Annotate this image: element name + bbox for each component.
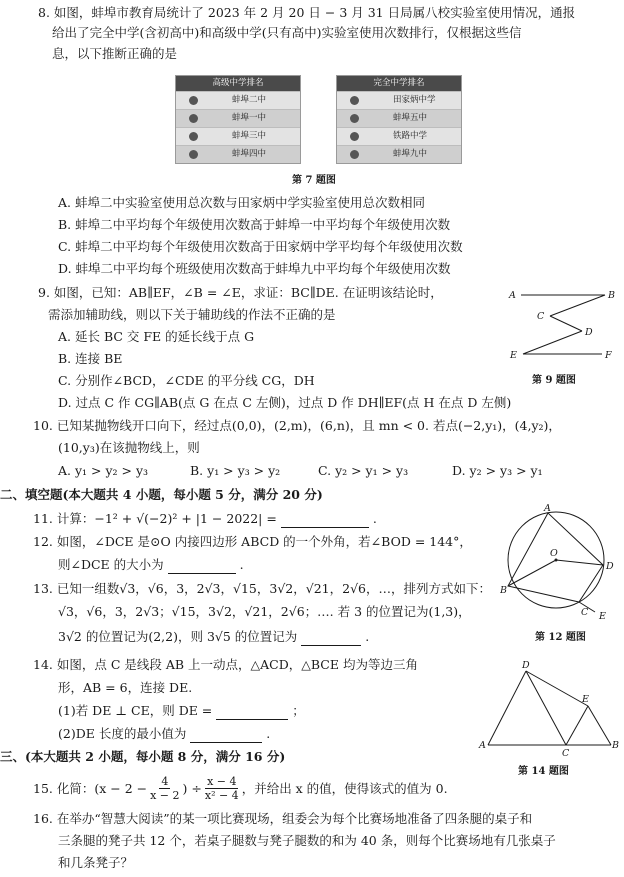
figure-9-caption: 第 9 题图 — [532, 375, 576, 386]
q13-question: 3√2 的位置记为(2,2)，则 3√5 的位置记为 — [58, 629, 298, 644]
q9-stem-line-2: 需添加辅助线，则以下关于辅助线的作法不正确的是 — [48, 307, 336, 322]
q11-line — [33, 510, 377, 528]
ranking-row — [176, 145, 300, 163]
ranking-row — [176, 109, 300, 127]
q9-option-a: A. 延长 BC 交 FE 的延长线于点 G — [58, 329, 255, 344]
label-b: B — [500, 585, 507, 596]
q13-line-1: 13. 已知一组数√3，√6，3，2√3，√15，3√2，√21，2√6，…，排列方式如下： — [33, 581, 491, 596]
fraction-numerator: x − 4 — [207, 774, 237, 788]
q10-stem-line-2: (10,y₃)在该抛物线上，则 — [58, 440, 200, 455]
q10-option-d: D. y₂ > y₃ > y₁ — [452, 463, 543, 478]
ranking-table-header: 完全中学排名 — [337, 76, 461, 91]
q15-line — [33, 768, 448, 808]
q14-part-1-punct: ； — [292, 703, 305, 718]
label-b: B — [612, 740, 619, 751]
school-name: 蚌埠二中 — [232, 95, 267, 105]
ranking-row — [337, 145, 461, 163]
school-name: 蚌埠四中 — [232, 149, 267, 159]
ranking-row — [176, 127, 300, 145]
rank-medal-icon — [189, 114, 198, 123]
label-c: C — [581, 607, 589, 618]
q15-prefix: 15. 化简：(x − 2 − — [33, 781, 148, 796]
q12-line-1: 12. 如图，∠DCE 是⊙O 内接四边形 ABCD 的一个外角，若∠BOD = 144°， — [33, 534, 472, 549]
q12-line-2 — [58, 556, 244, 574]
ranking-row — [337, 109, 461, 127]
q13-line-3 — [58, 628, 369, 646]
q13-period: . — [365, 629, 370, 644]
q14-part-2-question: (2)DE 长度的最小值为 — [58, 726, 187, 741]
fraction-numerator: 4 — [161, 774, 169, 788]
q8-option-c: C. 蚌埠二中平均每个年级使用次数高于田家炳中学平均每个年级使用次数 — [58, 239, 463, 254]
figure-12-caption: 第 12 题图 — [535, 632, 586, 643]
school-name: 蚌埠三中 — [232, 131, 267, 141]
q11-period: . — [372, 511, 377, 526]
label-e: E — [599, 611, 606, 620]
rank-medal-icon — [350, 150, 359, 159]
q13-line-2: √3，√6，3，2√3；√15，3√2，√21，2√6；…. 若 3 的位置记为(1,3)， — [58, 604, 471, 619]
q9-option-d: D. 过点 C 作 CG∥AB(点 G 在点 C 左侧)，过点 D 作 DH∥EF(点 H 在点 D 左侧) — [58, 395, 512, 410]
section-2-heading: 二、填空题(本大题共 4 小题，每小题 5 分，满分 20 分) — [0, 487, 323, 502]
rank-medal-icon — [189, 150, 198, 159]
q14-line-2: 形，AB = 6，连接 DE. — [58, 680, 193, 695]
figure-9 — [505, 282, 620, 382]
segment-ce — [566, 706, 588, 745]
q14-part-2-punct: . — [266, 726, 271, 741]
school-name: 田家炳中学 — [393, 95, 436, 105]
q12-answer-blank[interactable] — [168, 556, 236, 574]
q14-part-1-question: (1)若 DE ⊥ CE，则 DE = — [58, 703, 213, 718]
segment-bc — [550, 295, 605, 316]
q15-operator: ) ÷ — [182, 780, 202, 796]
ranking-table-complete — [336, 75, 462, 164]
label-c: C — [537, 311, 545, 322]
q8-stem-line-2: 给出了完全中学(含初高中)和高级中学(只有高中)实验室使用次数排行，仅根据这些信 — [52, 25, 522, 40]
q11-answer-blank[interactable] — [281, 510, 369, 528]
label-a: A — [544, 503, 551, 514]
ranking-table-header: 高级中学排名 — [176, 76, 300, 91]
ranking-row — [176, 91, 300, 109]
ranking-table-senior — [175, 75, 301, 164]
q14-part-2-blank[interactable] — [190, 725, 262, 743]
label-e: E — [510, 350, 517, 361]
q12-period: . — [239, 557, 244, 572]
q11-expression: 11. 计算：−1² + √(−2)² + |1 − 2022| = — [33, 511, 277, 526]
school-name: 蚌埠五中 — [393, 113, 428, 123]
label-c: C — [562, 748, 570, 759]
school-name: 蚌埠一中 — [232, 113, 267, 123]
section-3-heading: 三、(本大题共 2 小题，每小题 8 分，满分 16 分) — [0, 749, 286, 764]
q10-option-b: B. y₁ > y₃ > y₂ — [190, 463, 281, 478]
q10-stem-line-1: 10. 已知某抛物线开口向下，经过点(0,0)，(2,m)，(6,n)，且 mn < 0. 若点(−2,y₁)，(4,y₂)， — [33, 418, 561, 433]
segment-od — [556, 560, 603, 565]
q8-option-d: D. 蚌埠二中平均每个班级使用次数高于蚌埠九中平均每个年级使用次数 — [58, 261, 451, 276]
label-d: D — [606, 561, 614, 572]
fraction-denominator: x − 2 — [150, 788, 180, 802]
segment-eb — [588, 706, 611, 745]
q14-line-1: 14. 如图，点 C 是线段 AB 上一动点，△ACD，△BCE 均为等边三角 — [33, 657, 418, 672]
q8-stem-line-1: 8. 如图，蚌埠市教育局统计了 2023 年 2 月 20 日 − 3 月 31 日局属八校实验室使用情况，通报 — [38, 5, 576, 20]
q16-line-1: 16. 在举办“智慧大阅读”的某一项比赛现场，组委会为每个比赛场地准备了四条腿的桌子和 — [33, 811, 533, 826]
segment-ad — [488, 671, 526, 745]
q8-option-b: B. 蚌埠二中平均每个年级使用次数高于蚌埠一中平均每个年级使用次数 — [58, 217, 451, 232]
q12-question: 则∠DCE 的大小为 — [58, 557, 164, 572]
label-a: A — [509, 290, 516, 301]
fraction-denominator: x² − 4 — [204, 788, 239, 802]
rank-medal-icon — [189, 96, 198, 105]
q9-option-b: B. 连接 BE — [58, 351, 123, 366]
rank-medal-icon — [350, 114, 359, 123]
label-b: B — [608, 290, 615, 301]
q8-option-a: A. 蚌埠二中实验室使用总次数与田家炳中学实验室使用总次数相同 — [58, 195, 425, 210]
q10-option-a: A. y₁ > y₂ > y₃ — [58, 463, 149, 478]
label-a: A — [479, 740, 486, 751]
figure-12 — [500, 502, 624, 620]
label-d: D — [585, 327, 593, 338]
rank-medal-icon — [350, 132, 359, 141]
ranking-row — [337, 91, 461, 109]
rank-medal-icon — [189, 132, 198, 141]
figure-7-caption: 第 7 题图 — [292, 175, 336, 186]
q15-suffix: ，并给出 x 的值，使得该式的值为 0. — [241, 781, 448, 796]
figure-14-caption: 第 14 题图 — [518, 766, 569, 777]
label-o: O — [550, 548, 558, 559]
q16-line-3: 和几条凳子？ — [58, 855, 134, 870]
q9-option-c: C. 分别作∠BCD，∠CDE 的平分线 CG，DH — [58, 373, 315, 388]
q13-answer-blank[interactable] — [301, 628, 361, 646]
q15-fraction-2 — [205, 775, 239, 802]
label-e: E — [582, 694, 589, 705]
school-name: 铁路中学 — [393, 131, 428, 141]
figure-14 — [478, 658, 624, 760]
q16-line-2: 三条腿的凳子共 12 个，若桌子腿数与凳子腿数的和为 40 条，则每个比赛场地有几张桌子 — [58, 833, 556, 848]
q8-stem-line-3: 息，以下推断正确的是 — [52, 46, 178, 61]
label-d: D — [522, 660, 530, 671]
label-f: F — [605, 350, 612, 361]
q10-option-c: C. y₂ > y₁ > y₃ — [318, 463, 409, 478]
q14-part-2 — [58, 725, 270, 743]
school-name: 蚌埠九中 — [393, 149, 428, 159]
ranking-row — [337, 127, 461, 145]
q14-part-1 — [58, 702, 305, 720]
rank-medal-icon — [350, 96, 359, 105]
q15-fraction-1 — [150, 775, 179, 802]
q9-stem-line-1: 9. 如图，已知：AB∥EF，∠B = ∠E，求证：BC∥DE. 在证明该结论时， — [38, 285, 443, 300]
segment-cd — [550, 316, 582, 331]
segment-de — [523, 331, 582, 354]
q14-part-1-blank[interactable] — [216, 702, 288, 720]
